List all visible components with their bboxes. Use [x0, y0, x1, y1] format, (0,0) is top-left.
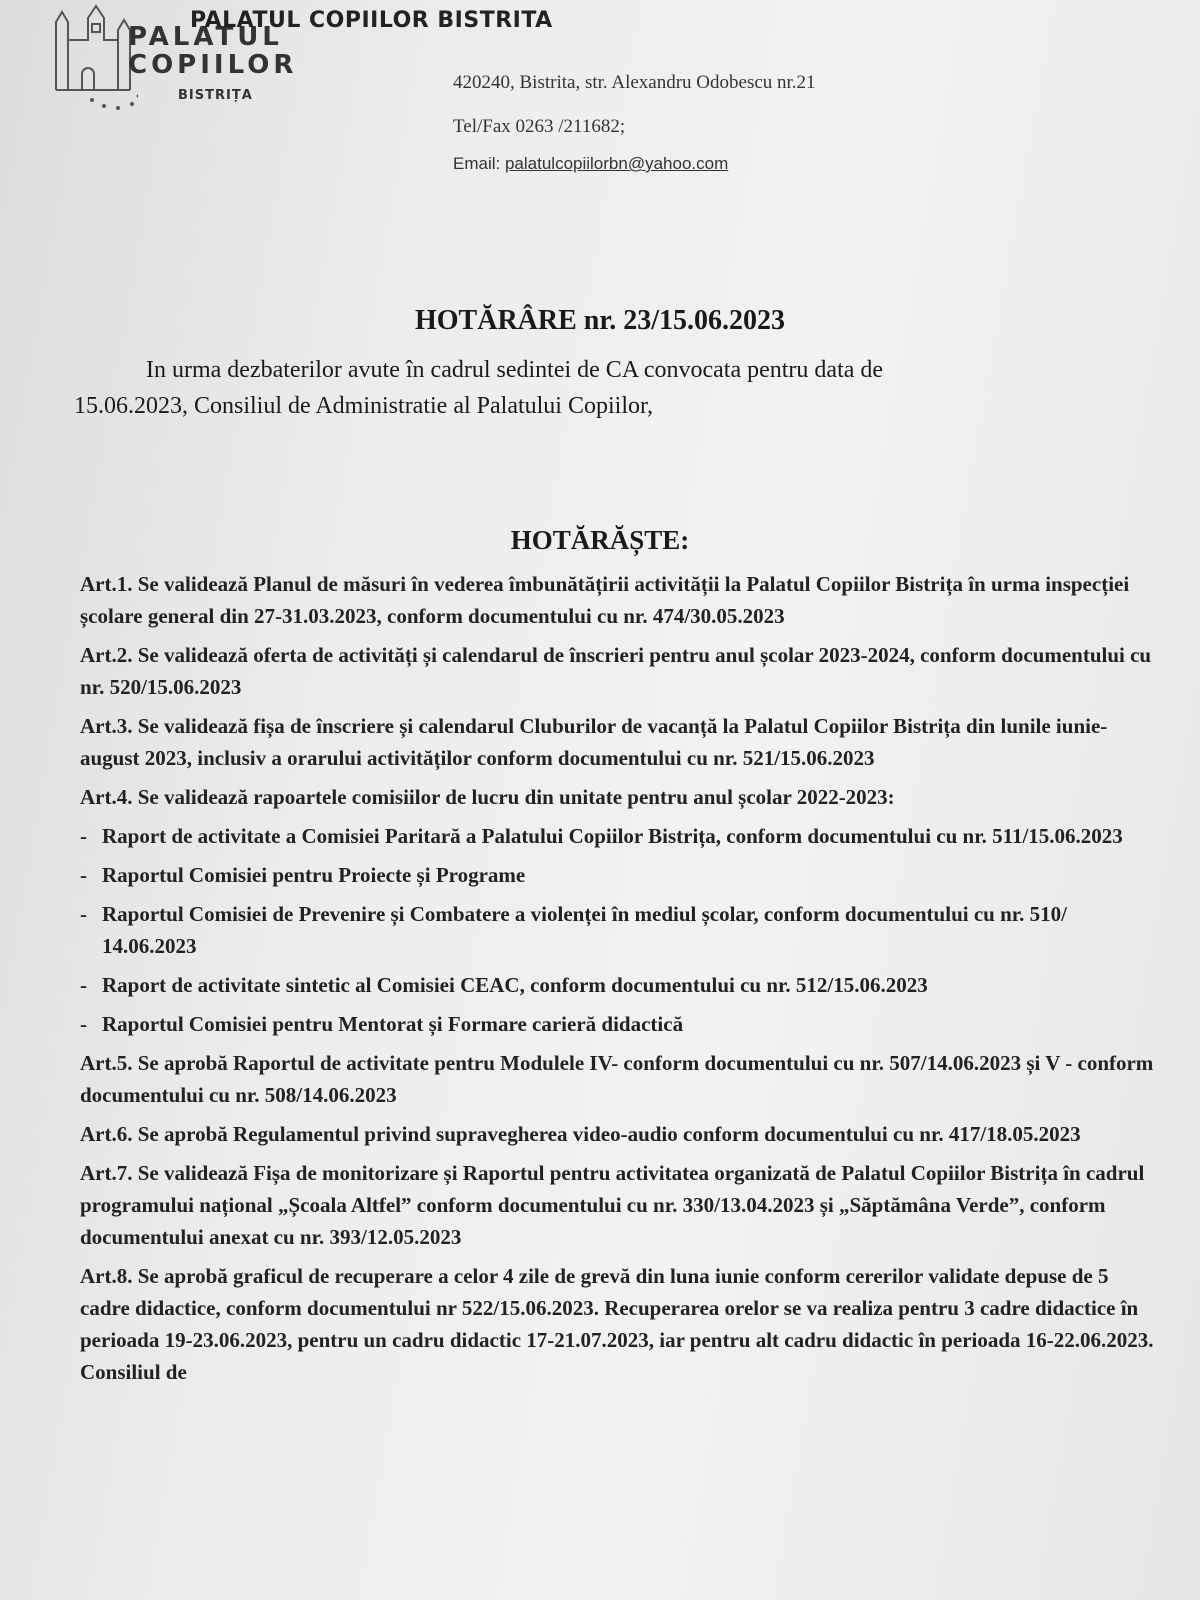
list-item-text: Raportul Comisiei de Prevenire și Combatere a violenței în mediul școlar, conform documentului cu nr. 510/ 14.06.2023: [102, 902, 1067, 958]
article-number: Art.4.: [80, 785, 133, 809]
article-text: Se aprobă Regulamentul privind supravegherea video-audio conform documentului cu nr. 417/18.05.2023: [137, 1122, 1081, 1146]
article-number: Art.8.: [80, 1264, 133, 1288]
article-text: Se validează fișa de înscriere și calendarul Cluburilor de vacanță la Palatul Copiilor Bistrița din lunile iunie-august 2023, inclusiv a orarului activităților conform documentului cu nr. 521/15.06.2023: [80, 714, 1108, 770]
list-item-text: Raportul Comisiei pentru Proiecte și Programe: [102, 863, 526, 887]
article-number: Art.2.: [80, 643, 133, 667]
article-number: Art.6.: [80, 1122, 133, 1146]
intro-paragraph: [74, 352, 1084, 424]
list-item-text: Raport de activitate sintetic al Comisiei CEAC, conform documentului cu nr. 512/15.06.2023: [102, 973, 928, 997]
article-text: Se validează rapoartele comisiilor de lucru din unitate pentru anul școlar 2022-2023:: [137, 785, 895, 809]
dash-bullet: -: [80, 902, 87, 926]
logo-text-line2: COPIILOR: [128, 50, 298, 80]
article-number: Art.5.: [80, 1051, 133, 1075]
list-item: [80, 820, 1160, 852]
dash-bullet: -: [80, 863, 87, 887]
dash-bullet: -: [80, 1012, 87, 1036]
article-5: [80, 1047, 1160, 1111]
list-item-text: Raport de activitate a Comisiei Paritară a Palatului Copiilor Bistrița, conform documentului cu nr. 511/15.06.2023: [102, 824, 1123, 848]
list-item-text: Raportul Comisiei pentru Mentorat și Formare carieră didactică: [102, 1012, 684, 1036]
article-number: Art.7.: [80, 1161, 133, 1185]
article-text: Se validează Planul de măsuri în vederea îmbunătățirii activității la Palatul Copiilor Bistrița în urma inspecției școlare general din 27-31.03.2023, conform documentului cu nr. 474/30.05.2023: [80, 572, 1130, 628]
document-title: HOTĂRÂRE nr. 23/15.06.2023: [414, 305, 785, 336]
email-label: Email:: [453, 154, 501, 173]
article-3: [80, 710, 1160, 774]
article-7: [80, 1157, 1160, 1253]
dash-bullet: -: [80, 973, 87, 997]
list-item: [80, 1008, 1160, 1040]
intro-line-2: 15.06.2023, Consiliul de Administratie al Palatului Copiilor,: [74, 393, 654, 419]
list-item: [80, 859, 1160, 891]
article-number: Art.1.: [80, 572, 133, 596]
intro-line-1: In urma dezbaterilor avute în cadrul sedintei de CA convocata pentru data de: [146, 357, 884, 383]
list-item: [80, 969, 1160, 1001]
decision-heading: HOTĂRĂȘTE:: [510, 525, 690, 555]
article-4: [80, 781, 1160, 813]
article-1: [80, 568, 1160, 632]
article-number: Art.3.: [80, 714, 133, 738]
list-item: [80, 898, 1160, 962]
article-text: Se validează oferta de activități și calendarul de înscrieri pentru anul școlar 2023-2024, conform documentului cu nr. 520/15.06.2023: [80, 643, 1152, 699]
castle-logo-icon: [48, 0, 138, 115]
email-link[interactable]: palatulcopiilorbn@yahoo.com: [504, 154, 729, 173]
logo-text-line1: PALATUL: [128, 22, 283, 52]
logo-text-line3: BISTRIȚA: [178, 88, 253, 103]
article-2: [80, 639, 1160, 703]
article-8: [80, 1260, 1160, 1388]
article-text: Se aprobă Raportul de activitate pentru Modulele IV- conform documentului cu nr. 507/14.06.2023 și V - conform documentului cu nr. 508/14.06.2023: [80, 1051, 1154, 1107]
articles-list: [80, 568, 1160, 1395]
phone-line: Tel/Fax 0263 /211682;: [453, 116, 626, 137]
address-line: 420240, Bistrita, str. Alexandru Odobescu nr.21: [453, 72, 816, 93]
article-6: [80, 1118, 1160, 1150]
organization-name: PALATUL COPIILOR BISTRITA: [190, 8, 553, 33]
dash-bullet: -: [80, 824, 87, 848]
article-text: Se validează Fișa de monitorizare și Raportul pentru activitatea organizată de Palatul Copiilor Bistrița în cadrul programului național „Școala Altfel” conform documentului cu nr. 330/13.04.2023 și „Săptămâna Verde”, conform documentului anexat cu nr. 393/12.05.2023: [80, 1161, 1145, 1249]
email-line: [453, 154, 728, 174]
article-text: Se aprobă graficul de recuperare a celor 4 zile de grevă din luna iunie conform cererilor validate depuse de 5 cadre didactice, conform documentului nr 522/15.06.2023. Recuperarea orelor se va realiza pentru 3 cadre didactice în perioada 19-23.06.2023, pentru un cadru didactic 17-21.07.2023, iar pentru alt cadru didactic în perioada 16-22.06.2023. Consiliul de: [80, 1264, 1154, 1384]
